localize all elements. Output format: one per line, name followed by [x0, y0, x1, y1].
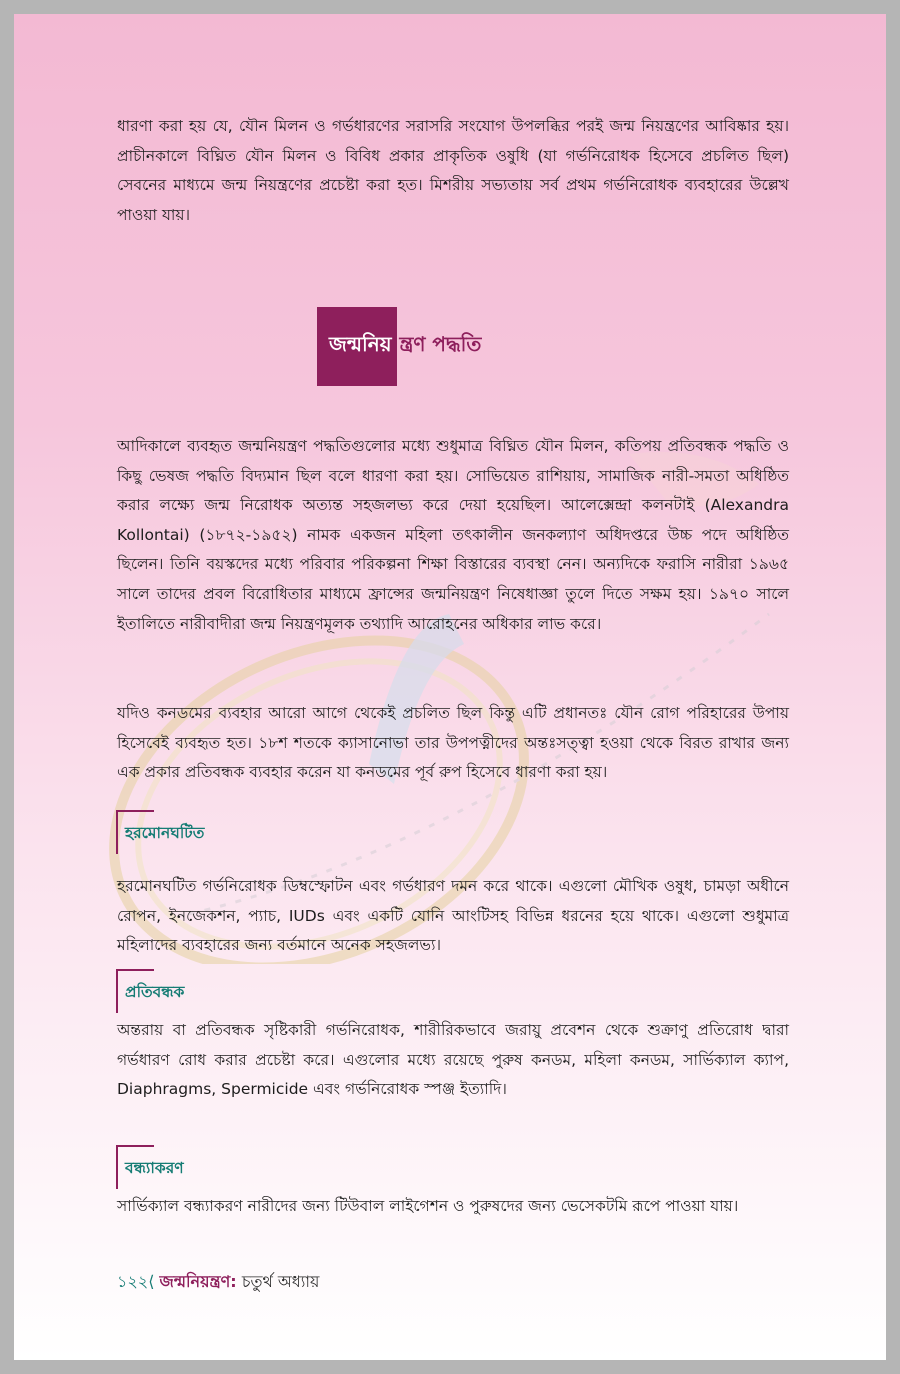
hormonal-paragraph: হরমোনঘটিত গর্ভনিরোধক ডিম্বস্ফোটন এবং গর্ভধারণ দমন করে থাকে। এগুলো মৌখিক ওষুধ, চামড়া অধীনে রোপন, ইনজেকশন, প্যাচ, IUDs এবং একটি যোনি আংটিসহ বিভিন্ন ধরনের হয়ে থাকে। এগুলো শুধুমাত্র মহিলাদের ব্যবহারের জন্য বর্তমানে অনেক সহজলভ্য। — [117, 877, 789, 955]
section-title-box: জন্মনিয় — [317, 307, 397, 386]
heading-vertical-rule — [116, 969, 118, 1013]
sterilization-heading-label: বন্ধ্যাকরণ — [125, 1159, 184, 1177]
heading-horizontal-rule — [116, 810, 154, 812]
condom-history-paragraph: যদিও কনডমের ব্যবহার আরো আগে থেকেই প্রচলিত ছিল কিন্তু এটি প্রধানতঃ যৌন রোগ পরিহারের উপায় হিসেবেই ব্যবহৃত হত। ১৮শ শতকে ক্যাসানোভা তার উপপত্নীদের অন্তঃসত্ত্বা হওয়া থেকে বিরত রাখার জন্য এক প্রকার প্রতিবন্ধক ব্যবহার করেন যা কনডমের পূর্ব রুপ হিসেবে ধারণা করা হয়। — [117, 704, 789, 782]
barrier-paragraph: অন্তরায় বা প্রতিবন্ধক সৃষ্টিকারী গর্ভনিরোধক, শারীরিকভাবে জরায়ু প্রবেশন থেকে শুক্রাণু প্রতিরোধ দ্বারা গর্ভধারণ রোধ করার প্রচেষ্টা করে। এগুলোর মধ্যে রয়েছে পুরুষ কনডম, মহিলা কনডম, সার্ভিক্যাল ক্যাপ, Diaphragms, Spermicide এবং গর্ভনিরোধক স্পঞ্জ ইত্যাদি। — [117, 1021, 789, 1099]
barrier-heading-label: প্রতিবন্ধক — [125, 983, 185, 1001]
heading-vertical-rule — [116, 1145, 118, 1189]
page-footer — [117, 1269, 319, 1296]
book-page — [14, 14, 886, 1360]
footer-separator: ⟨ — [148, 1272, 155, 1291]
hormonal-heading — [116, 810, 316, 854]
page-number: ১২২ — [117, 1272, 149, 1291]
heading-vertical-rule — [116, 810, 118, 854]
hormonal-heading-label: হরমোনঘটিত — [125, 824, 205, 842]
history-paragraph: আদিকালে ব্যবহৃত জন্মনিয়ন্ত্রণ পদ্ধতিগুলোর মধ্যে শুধুমাত্র বিঘ্নিত যৌন মিলন, কতিপয় প্রতিবন্ধক পদ্ধতি ও কিছু ভেষজ পদ্ধতি বিদ্যমান ছিল বলে ধারণা করা হয়। সোভিয়েত রাশিয়ায়, সামাজিক নারী-সমতা অধিষ্ঠিত করার লক্ষ্যে জন্ম নিরোধক অত্যন্ত সহজলভ্য করে দেয়া হয়েছিল। আলেক্সেন্দ্রা কলনটাই (Alexandra Kollontai) (১৮৭২-১৯৫২) নামক একজন মহিলা তৎকালীন জনকল্যাণ অধিদপ্তরে উচ্চ পদে অধিষ্ঠিত ছিলেন। তিনি বয়স্কদের মধ্যে পরিবার পরিকল্পনা শিক্ষা বিস্তারের ব্যবস্থা নেন। অন্যদিকে ফরাসি নারীরা ১৯৬৫ সালে তাদের প্রবল বিরোধিতার মাধ্যমে ফ্রান্সের জন্মনিয়ন্ত্রণ নিষেধাজ্ঞা তুলে দিতে সক্ষম হয়। ১৯৭০ সালে ইতালিতে নারীবাদীরা জন্ম নিয়ন্ত্রণমূলক তথ্যাদি আরোহনের অধিকার লাভ করে। — [117, 437, 789, 633]
barrier-heading — [116, 969, 316, 1013]
section-title — [317, 307, 481, 386]
chapter-name: জন্মনিয়ন্ত্রণ: — [159, 1272, 237, 1291]
sterilization-heading — [116, 1145, 316, 1189]
heading-horizontal-rule — [116, 969, 154, 971]
heading-horizontal-rule — [116, 1145, 154, 1147]
chapter-number: চতুর্থ অধ্যায় — [241, 1272, 320, 1291]
section-title-rest: ন্ত্রণ পদ্ধতি — [399, 332, 482, 356]
sterilization-paragraph: সার্ভিক্যাল বন্ধ্যাকরণ নারীদের জন্য টিউবাল লাইগেশন ও পুরুষদের জন্য ভেসেকটমি রূপে পাওয়া যায়। — [117, 1197, 739, 1215]
intro-paragraph: ধারণা করা হয় যে, যৌন মিলন ও গর্ভধারণের সরাসরি সংযোগ উপলব্ধির পরই জন্ম নিয়ন্ত্রণের আবিষ্কার হয়। প্রাচীনকালে বিঘ্নিত যৌন মিলন ও বিবিধ প্রকার প্রাকৃতিক ওষুধি (যা গর্ভনিরোধক হিসেবে প্রচলিত ছিল) সেবনের মাধ্যমে জন্ম নিয়ন্ত্রণের প্রচেষ্টা করা হত। মিশরীয় সভ্যতায় সর্ব প্রথম গর্ভনিরোধক ব্যবহারের উল্লেখ পাওয়া যায়। — [117, 117, 789, 224]
